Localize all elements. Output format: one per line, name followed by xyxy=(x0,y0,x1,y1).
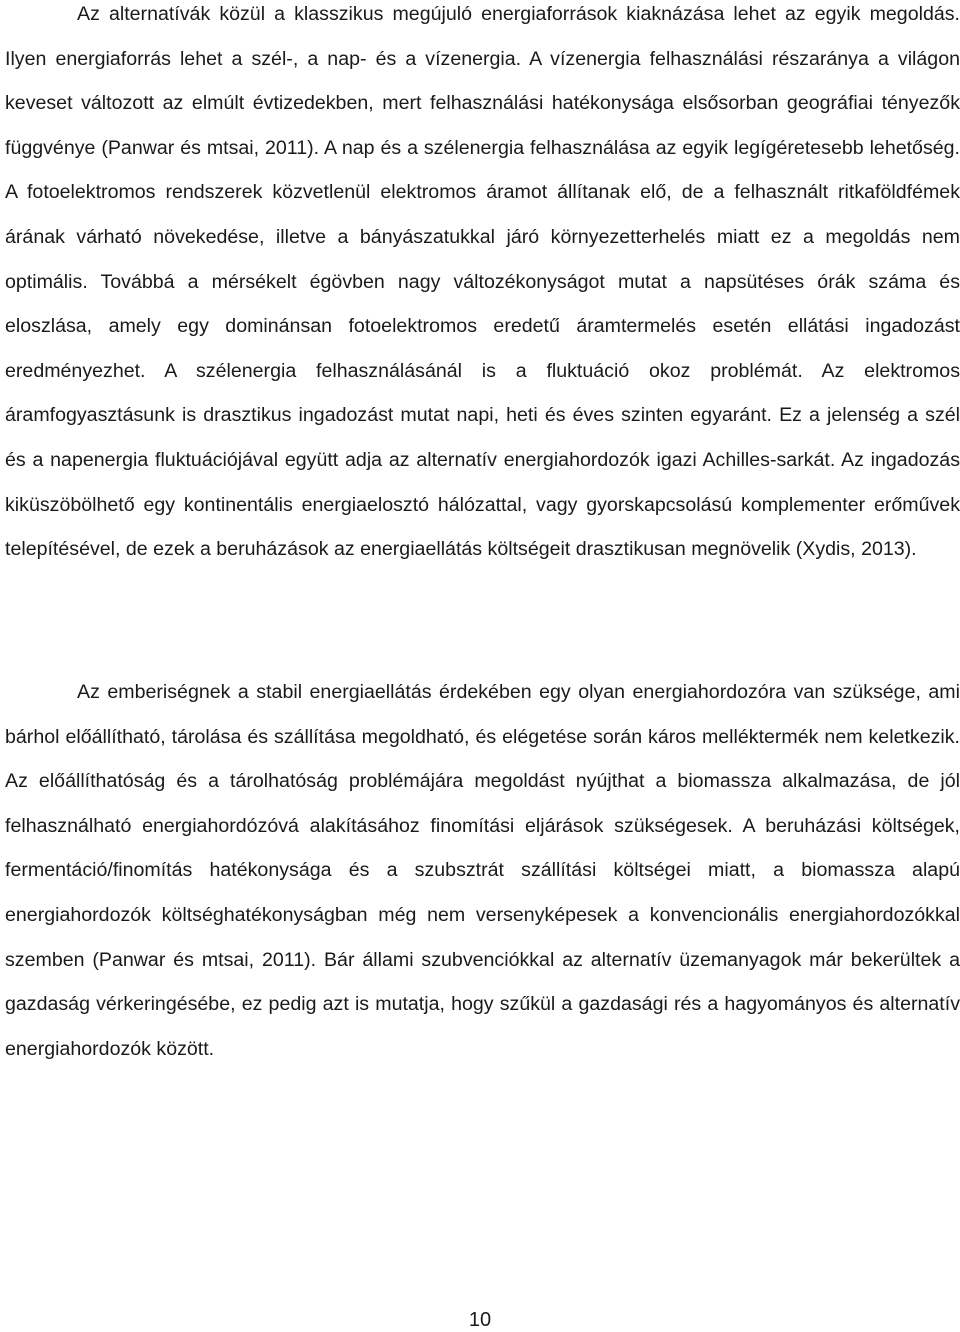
page-number: 10 xyxy=(468,1309,492,1331)
body-paragraph-2: Az emberiségnek a stabil energiaellátás érdekében egy olyan energiahordozóra van szüksége, ami bárhol előállítható, tárolása és szállítása megoldható, és elégetése során káros melléktermék nem keletkezik. Az előállíthatóság és a tárolhatóság problémájára megoldást nyújthat a biomassza alkalmazása, de jól felhasználható energiahordózóvá alakításához finomítási eljárások szükségesek. A beruházási költségek, fermentáció/finomítás hatékonysága és a szubsztrát szállítási költségei miatt, a biomassza alapú energiahordozók költséghatékonyságban még nem versenyképesek a konvencionális energiahordozókkal szemben (Panwar és mtsai, 2011). Bár állami szubvenciókkal az alternatív üzemanyagok már bekerültek a gazdaság vérkeringésébe, ez pedig azt is mutatja, hogy szűkül a gazdasági rés a hagyományos és alternatív energiahordozók között. xyxy=(5,681,960,1060)
body-paragraph-1: Az alternatívák közül a klasszikus megújuló energiaforrások kiaknázása lehet az egyik megoldás. Ilyen energiaforrás lehet a szél-, a nap- és a vízenergia. A vízenergia felhasználási részaránya a világon keveset változott az elmúlt évtizedekben, mert felhasználási hatékonysága elsősorban geográfiai tényezők függvénye (Panwar és mtsai, 2011). A nap és a szélenergia felhasználása az egyik legígéretesebb lehetőség. A fotoelektromos rendszerek közvetlenül elektromos áramot állítanak elő, de a felhasznált ritkaföldfémek árának várható növekedése, illetve a bányászatukkal járó környezetterhelés miatt ez a megoldás nem optimális. Továbbá a mérsékelt égövben nagy változékonyságot mutat a napsütéses órák száma és eloszlása, amely egy dominánsan fotoelektromos eredetű áramtermelés esetén ellátási ingadozást eredményezhet. A szélenergia felhasználásánál is a fluktuáció okoz problémát. Az elektromos áramfogyasztásunk is drasztikus ingadozást mutat napi, heti és éves szinten egyaránt. Ez a jelenség a szél és a napenergia fluktuációjával együtt adja az alternatív energiahordozók igazi Achilles-sarkát. Az ingadozás kiküszöbölhető egy kontinentális energiaelosztó hálózattal, vagy gyorskapcsolású komplementer erőművek telepítésével, de ezek a beruházások az energiaellátás költségeit drasztikusan megnövelik (Xydis, 2013). xyxy=(5,3,960,561)
